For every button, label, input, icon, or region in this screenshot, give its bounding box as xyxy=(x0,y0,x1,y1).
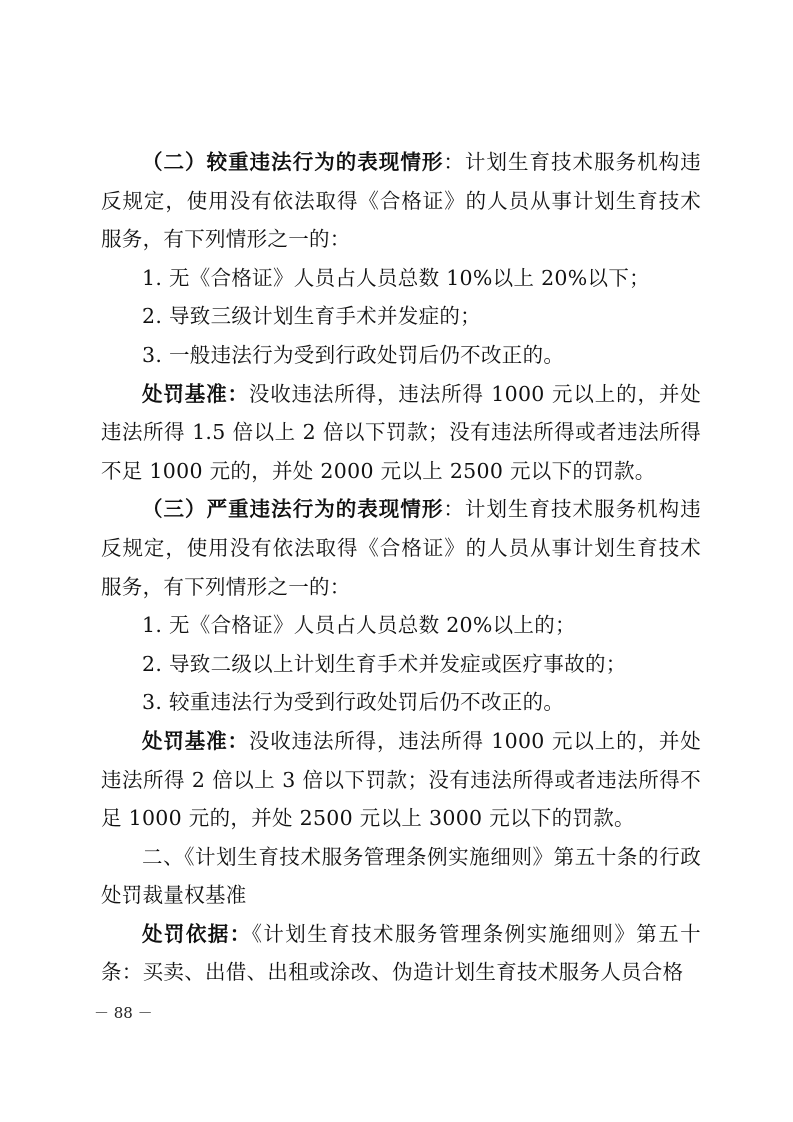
section3-text: ：计划生育技术服务机构违反规定，使用没有依法取得《合格证》的人员从事计划生育技术服务，有下列情形之一的： xyxy=(101,497,701,599)
section2-item-1: 1. 无《合格证》人员占人员总数 10%以上 20%以下； xyxy=(142,265,650,290)
document-body xyxy=(101,143,701,992)
basis-text: 《计划生育技术服务管理条例实施细则》第五十条：买卖、出借、出租或涂改、伪造计划生育技术服务人员合格 xyxy=(101,921,701,985)
section3-item-3: 3. 较重违法行为受到行政处罚后仍不改正的。 xyxy=(142,690,565,715)
article-heading: 二、《计划生育技术服务管理条例实施细则》第五十条的行政处罚裁量权基准 xyxy=(101,844,701,908)
section3-heading: （三）严重违法行为的表现情形 xyxy=(142,497,444,522)
basis-label: 处罚依据： xyxy=(142,921,252,946)
section2-heading: （二）较重违法行为的表现情形 xyxy=(142,150,444,174)
penalty2-text: 没收违法所得，违法所得 1000 元以上的，并处违法所得 1.5 倍以上 2 倍以下罚款；没有违法所得或者违法所得不足 1000 元的，并处 2000 元以上 2500 元以下的罚款。 xyxy=(101,381,702,483)
page-number: － 88 － xyxy=(94,1004,153,1022)
penalty3-paragraph xyxy=(101,722,701,838)
penalty2-paragraph xyxy=(101,375,701,491)
section2-text: ：计划生育技术服务机构违反规定，使用没有依法取得《合格证》的人员从事计划生育技术服务，有下列情形之一的： xyxy=(101,150,701,252)
section3-item-1: 1. 无《合格证》人员占人员总数 20%以上的； xyxy=(142,613,576,638)
penalty3-text: 没收违法所得，违法所得 1000 元以上的，并处违法所得 2 倍以上 3 倍以下罚款；没有违法所得或者违法所得不足 1000 元的，并处 2500 元以上 3000 元以下的罚款。 xyxy=(101,728,702,831)
section2-item-3: 3. 一般违法行为受到行政处罚后仍不改正的。 xyxy=(142,342,565,367)
penalty3-label: 处罚基准： xyxy=(142,728,249,753)
section3-paragraph xyxy=(101,490,701,606)
penalty2-label: 处罚基准： xyxy=(142,381,249,406)
section3-item-2: 2. 导致二级以上计划生育手术并发症或医疗事故的； xyxy=(142,651,627,676)
basis-paragraph xyxy=(101,915,701,992)
section2-paragraph xyxy=(101,143,701,259)
section2-item-2: 2. 导致三级计划生育手术并发症的； xyxy=(142,304,481,329)
